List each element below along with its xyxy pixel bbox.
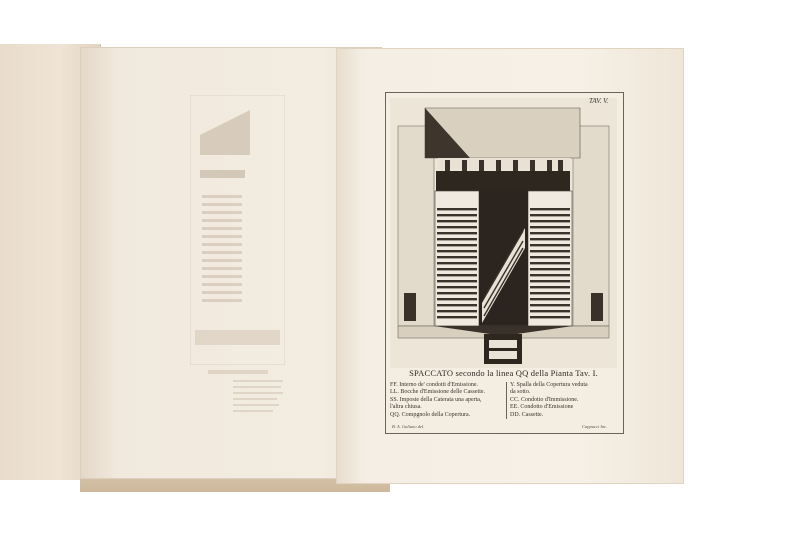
legend-item: QQ. Compgnolo della Copertura.: [390, 411, 471, 418]
legend-item: EE. Condotto d'Emissione: [510, 404, 574, 411]
legend-item: LL. Bocche d'Emissione delle Cassette.: [390, 389, 486, 396]
plate-number: TAV. V.: [589, 97, 609, 105]
legend-item: FF. Interno de' condotti d'Emissione.: [390, 382, 479, 388]
legend-item: SS. Imposte della Caterata una aperta,: [390, 396, 482, 403]
left-page-show-through: [190, 95, 285, 365]
legend-item: da sotto.: [510, 389, 531, 396]
engraver-signature-right: Cappucci Inc.: [582, 424, 608, 429]
left-page-caption-show-through: [188, 368, 288, 423]
legend-left-column: [390, 382, 502, 419]
legend-right-column: [506, 382, 617, 419]
plate-title: SPACCATO secondo la linea QQ della Pianta Tav. I.: [409, 368, 598, 378]
engraver-signature-left: B. A. Galiano del.: [392, 424, 425, 429]
legend-item: l'altra chiusa.: [390, 404, 422, 411]
engraving-cross-section: [390, 98, 617, 368]
plate-legend: [390, 370, 617, 422]
legend-item: CC. Condotto d'Immissione.: [510, 396, 579, 403]
legend-item: DD. Cassette.: [510, 411, 544, 418]
legend-item: Y. Spalla della Copertura veduta: [510, 382, 588, 388]
